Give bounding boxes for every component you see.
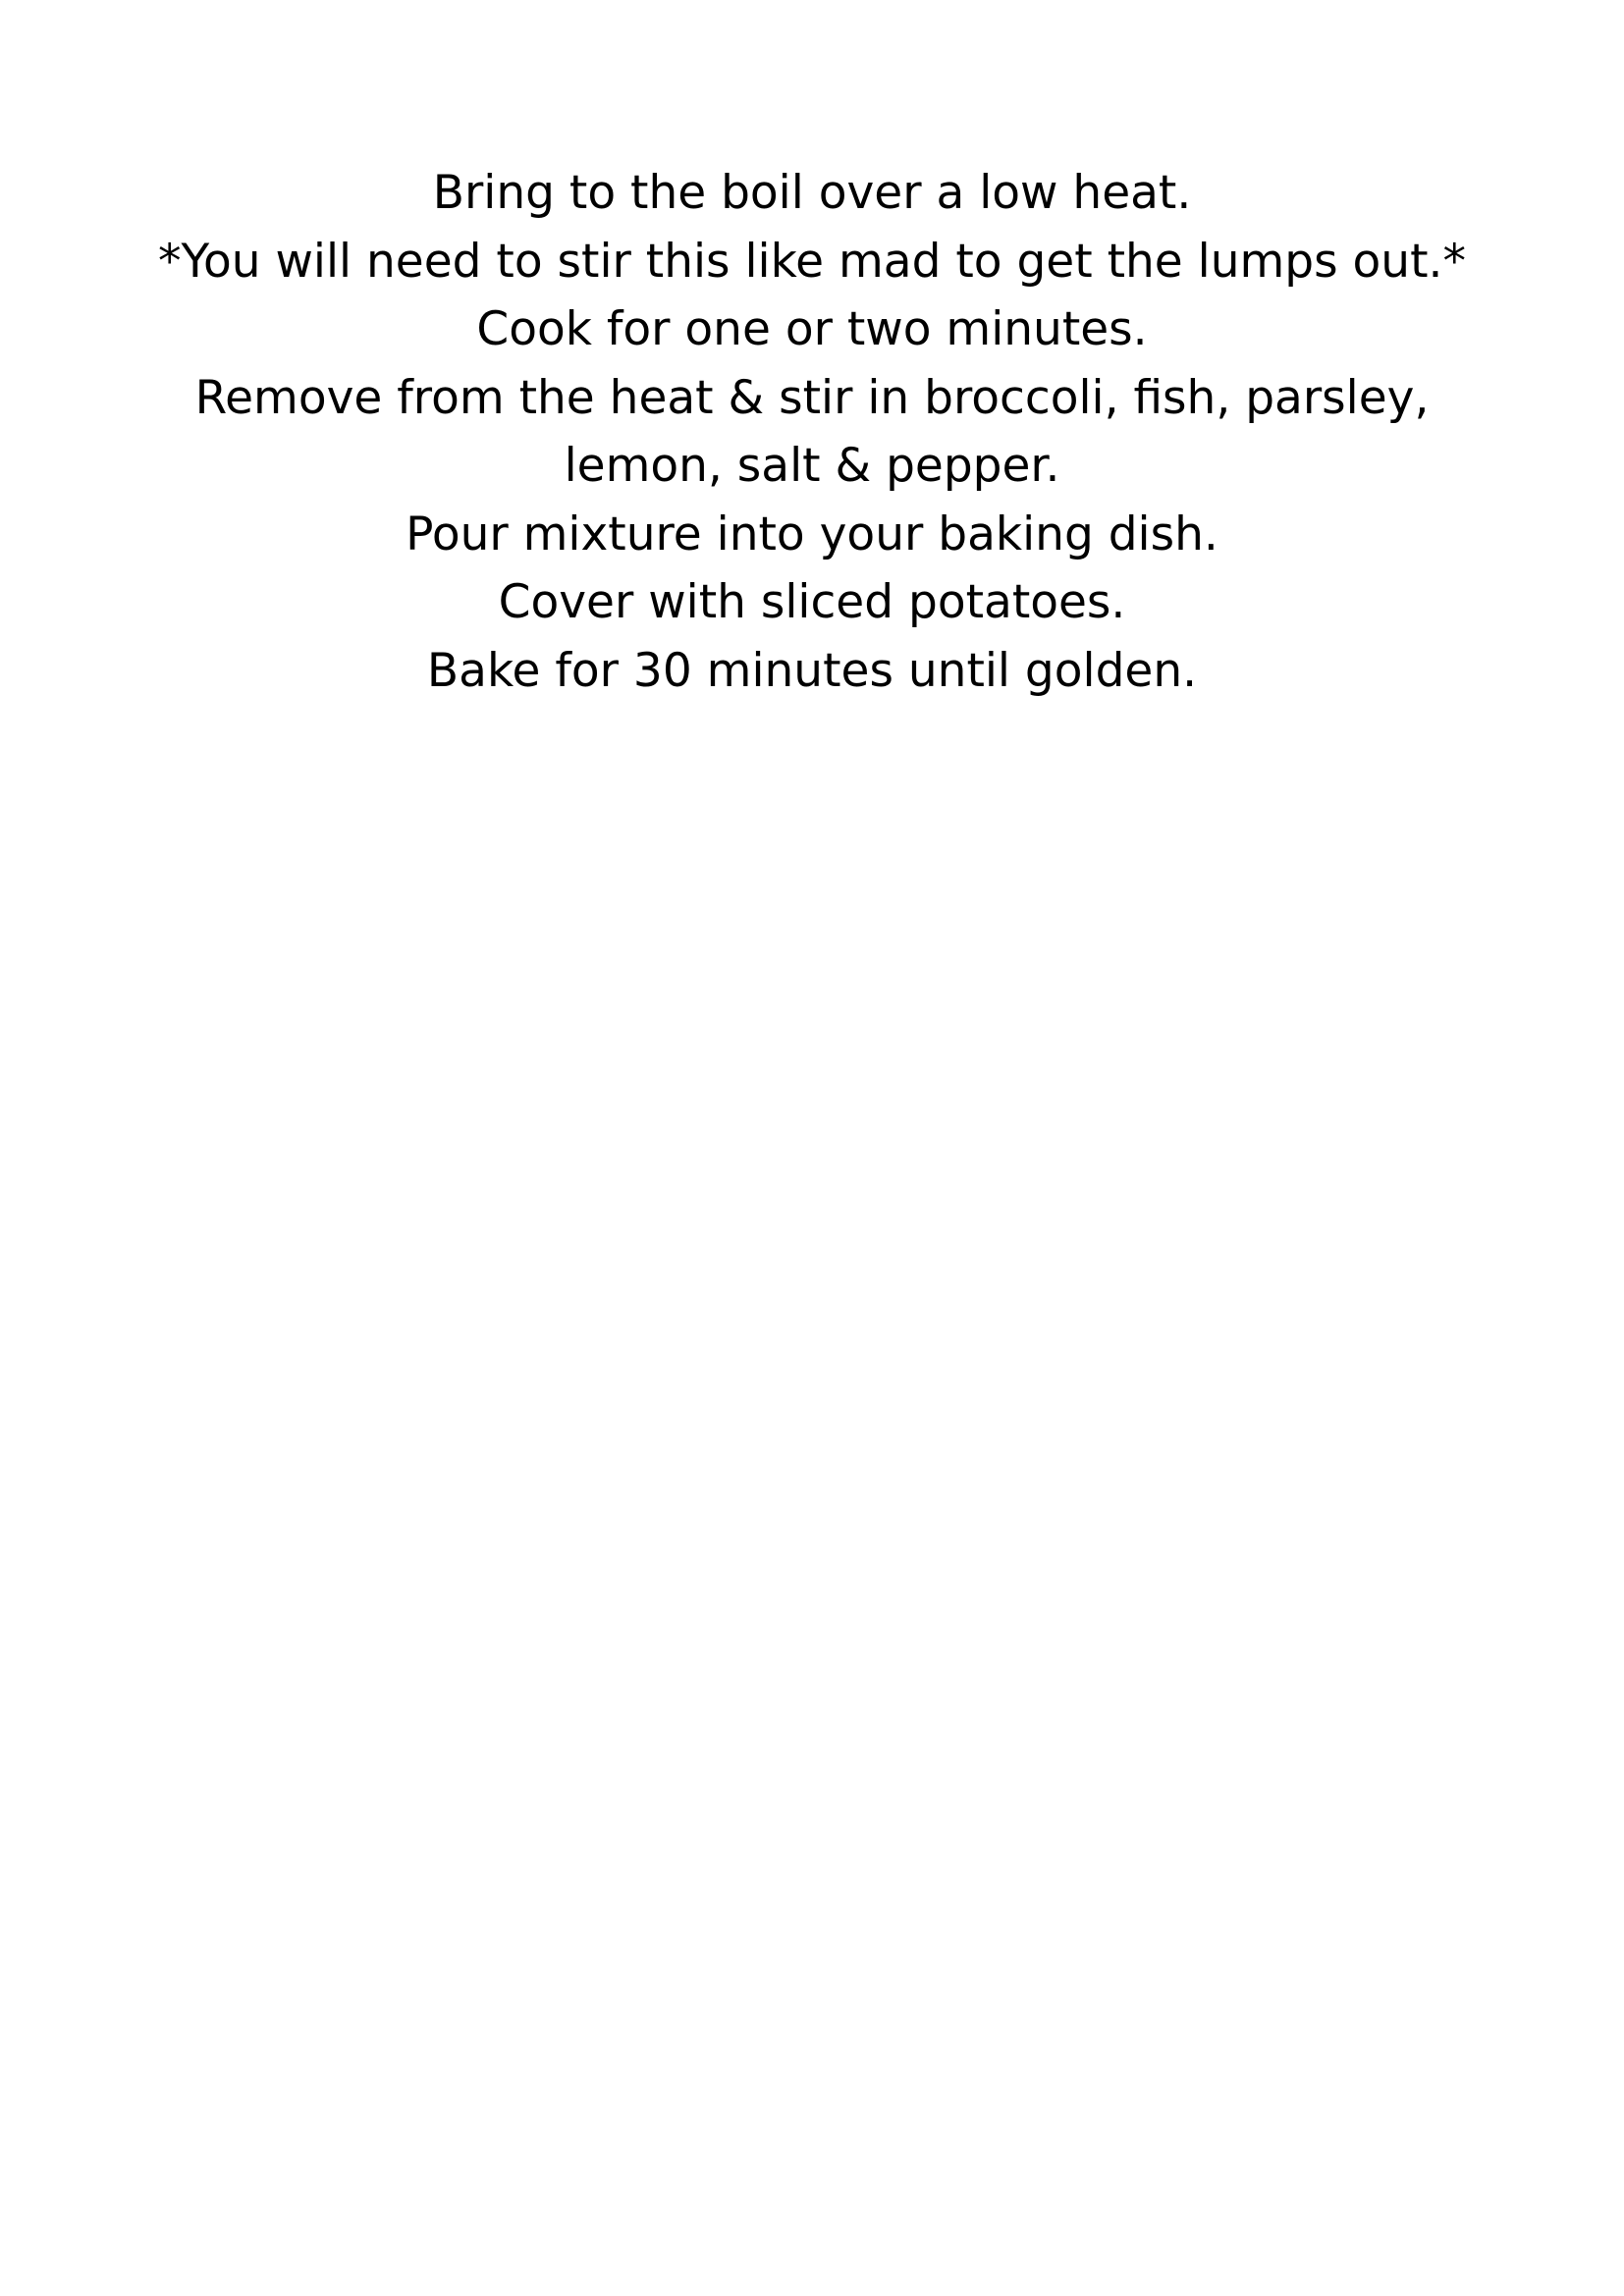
instruction-line: Bring to the boil over a low heat.	[432, 166, 1192, 220]
instruction-line: lemon, salt & pepper.	[564, 439, 1060, 493]
recipe-instructions	[0, 159, 1624, 705]
instruction-line: Cover with sliced potatoes.	[498, 575, 1126, 629]
instruction-line: *You will need to stir this like mad to get the lumps out.*	[158, 234, 1466, 289]
instruction-line: Cook for one or two minutes.	[476, 302, 1148, 356]
instruction-line: Pour mixture into your baking dish.	[406, 507, 1218, 561]
instruction-line: Bake for 30 minutes until golden.	[426, 643, 1198, 698]
instruction-line: Remove from the heat & stir in broccoli, fish, parsley,	[194, 370, 1430, 425]
